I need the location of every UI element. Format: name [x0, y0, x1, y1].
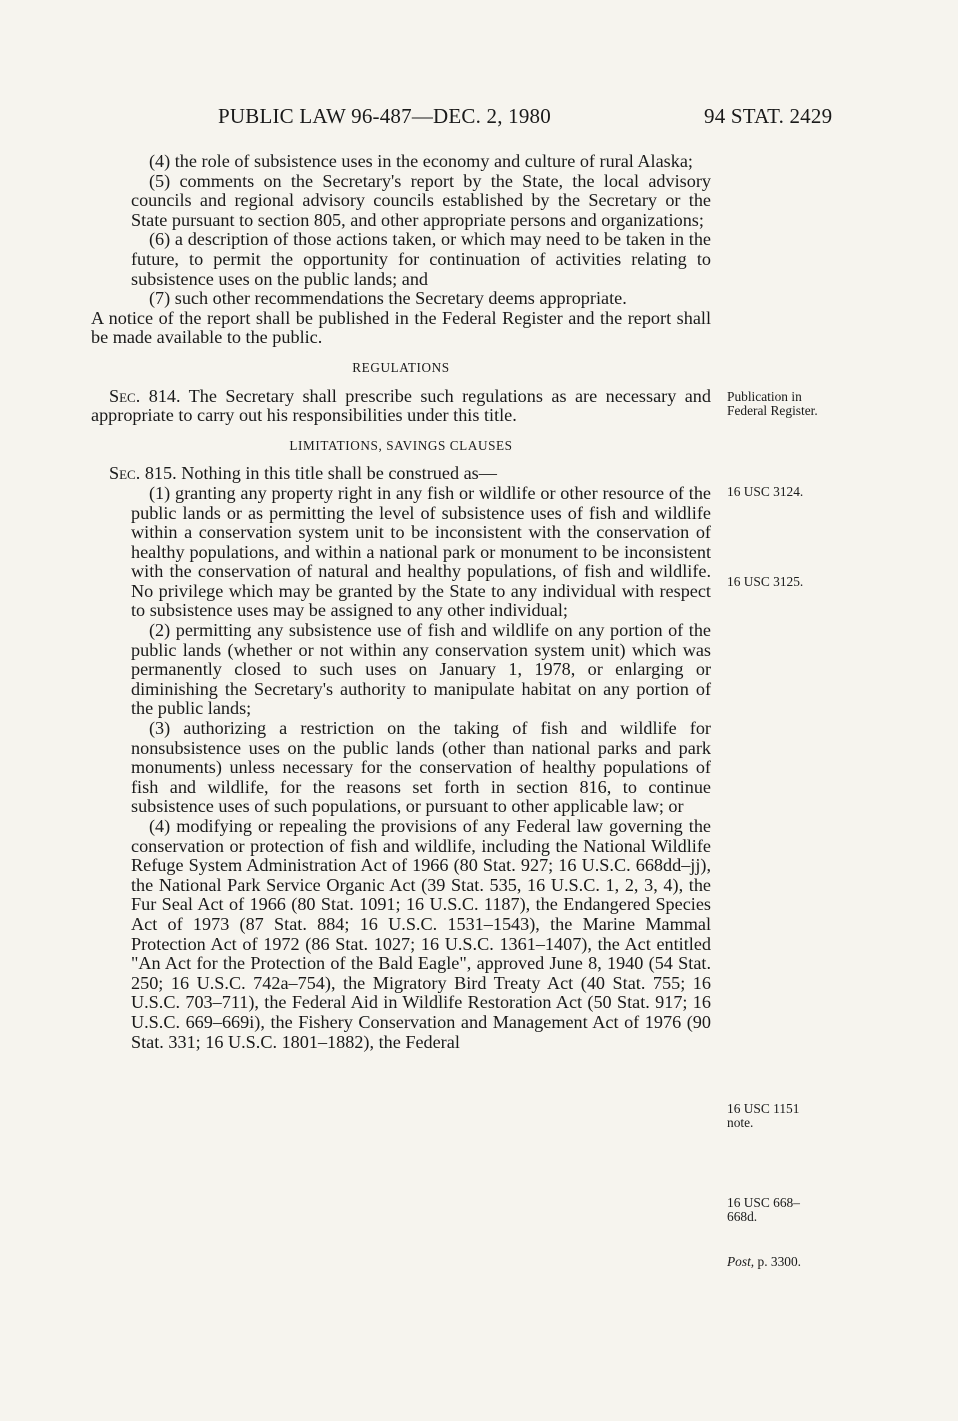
- margin-note-16-usc-3124: 16 USC 3124.: [727, 484, 804, 499]
- clause-2: (2) permitting any subsistence use of fish and wildlife on any portion of the public lands (whether or not within any conservation system unit) which was permanently closed to such uses on January 1, 1978, or enlarging or diminishing the Secretary's authority to manipulate habitat on any portion of the public lands;: [131, 620, 711, 719]
- margin-note-federal-register: Publication in Federal Register.: [727, 389, 818, 419]
- body-text: [91, 152, 711, 1052]
- notice-paragraph: A notice of the report shall be published in the Federal Register and the report shall be made available to the public.: [91, 307, 711, 348]
- section-label: Sec.: [109, 385, 141, 406]
- margin-note-16-usc-1151: 16 USC 1151 note.: [727, 1101, 800, 1131]
- heading-regulations: REGULATIONS: [352, 359, 450, 375]
- post-label: Post,: [727, 1254, 755, 1269]
- margin-note-16-usc-668: 16 USC 668–668d.: [727, 1195, 800, 1225]
- paragraph-item-6: (6) a description of those actions taken, or which may need to be taken in the future, to permit the opportunity for continuation of activities relating to subsistence uses on the public lands; and: [131, 229, 711, 289]
- clause-1: (1) granting any property right in any fish or wildlife or other resource of the public lands or as permitting the level of subsistence uses of fish and wildlife within a conservation system unit to be inconsistent with the conservation of healthy populations, and within a national park or monument to be inconsistent with the conservation of natural and healthy populations, of fish and wildlife. No privilege which may be granted by the State to any individual with respect to subsistence uses may be assigned to any other individual;: [131, 482, 711, 621]
- statute-page-number: 94 STAT. 2429: [704, 104, 833, 128]
- paragraph-item-5: (5) comments on the Secretary's report by the State, the local advisory councils and regional advisory councils established by the Secretary or the State pursuant to section 805, and other appropriate persons and organizations;: [131, 170, 711, 230]
- margin-note-post: [727, 1255, 837, 1269]
- section-label: Sec.: [109, 463, 141, 484]
- post-page: p. 3300.: [754, 1254, 802, 1269]
- section-815-text: 815. Nothing in this title shall be construed as—: [140, 463, 497, 484]
- clause-4: (4) modifying or repealing the provisions of any Federal law governing the conservation or protection of fish and wildlife, including the National Wildlife Refuge System Administration Act of 1966 (80 Stat. 927; 16 U.S.C. 668dd–jj), the National Park Service Organic Act (39 Stat. 535, 16 U.S.C. 1, 2, 3, 4), the Fur Seal Act of 1966 (80 Stat. 1091; 16 U.S.C. 1187), the Endangered Species Act of 1973 (87 Stat. 884; 16 U.S.C. 1531–1543), the Marine Mammal Protection Act of 1972 (86 Stat. 1027; 16 U.S.C. 1361–1407), the Act entitled "An Act for the Protection of the Bald Eagle", approved June 8, 1940 (54 Stat. 250; 16 U.S.C. 742a–754), the Migratory Bird Treaty Act (40 Stat. 755; 16 U.S.C. 703–711), the Federal Aid in Wildlife Restoration Act (50 Stat. 917; 16 U.S.C. 669–669i), the Fishery Conservation and Management Act of 1976 (90 Stat. 331; 16 U.S.C. 1801–1882), the Federal: [131, 816, 711, 1052]
- heading-limitations: LIMITATIONS, SAVINGS CLAUSES: [289, 437, 513, 453]
- margin-note-16-usc-3125: 16 USC 3125.: [727, 574, 804, 589]
- running-head-title: PUBLIC LAW 96-487—DEC. 2, 1980: [218, 104, 551, 128]
- paragraph-item-4: (4) the role of subsistence uses in the economy and culture of rural Alaska;: [149, 151, 693, 171]
- clause-3: (3) authorizing a restriction on the taking of fish and wildlife for nonsubsistence uses on the public lands (other than national parks and park monuments) unless necessary for the conservation of healthy populations of fish and wildlife, for the reasons set forth in section 816, to continue subsistence uses of such populations, or pursuant to other applicable law; or: [131, 718, 711, 817]
- paragraph-item-7: (7) such other recommendations the Secretary deems appropriate.: [149, 288, 627, 309]
- section-814-text: 814. The Secretary shall prescribe such regulations as are necessary and appropriate to carry out his responsibilities under this title.: [91, 385, 711, 426]
- section-814: [91, 387, 711, 426]
- section-815: [91, 464, 711, 484]
